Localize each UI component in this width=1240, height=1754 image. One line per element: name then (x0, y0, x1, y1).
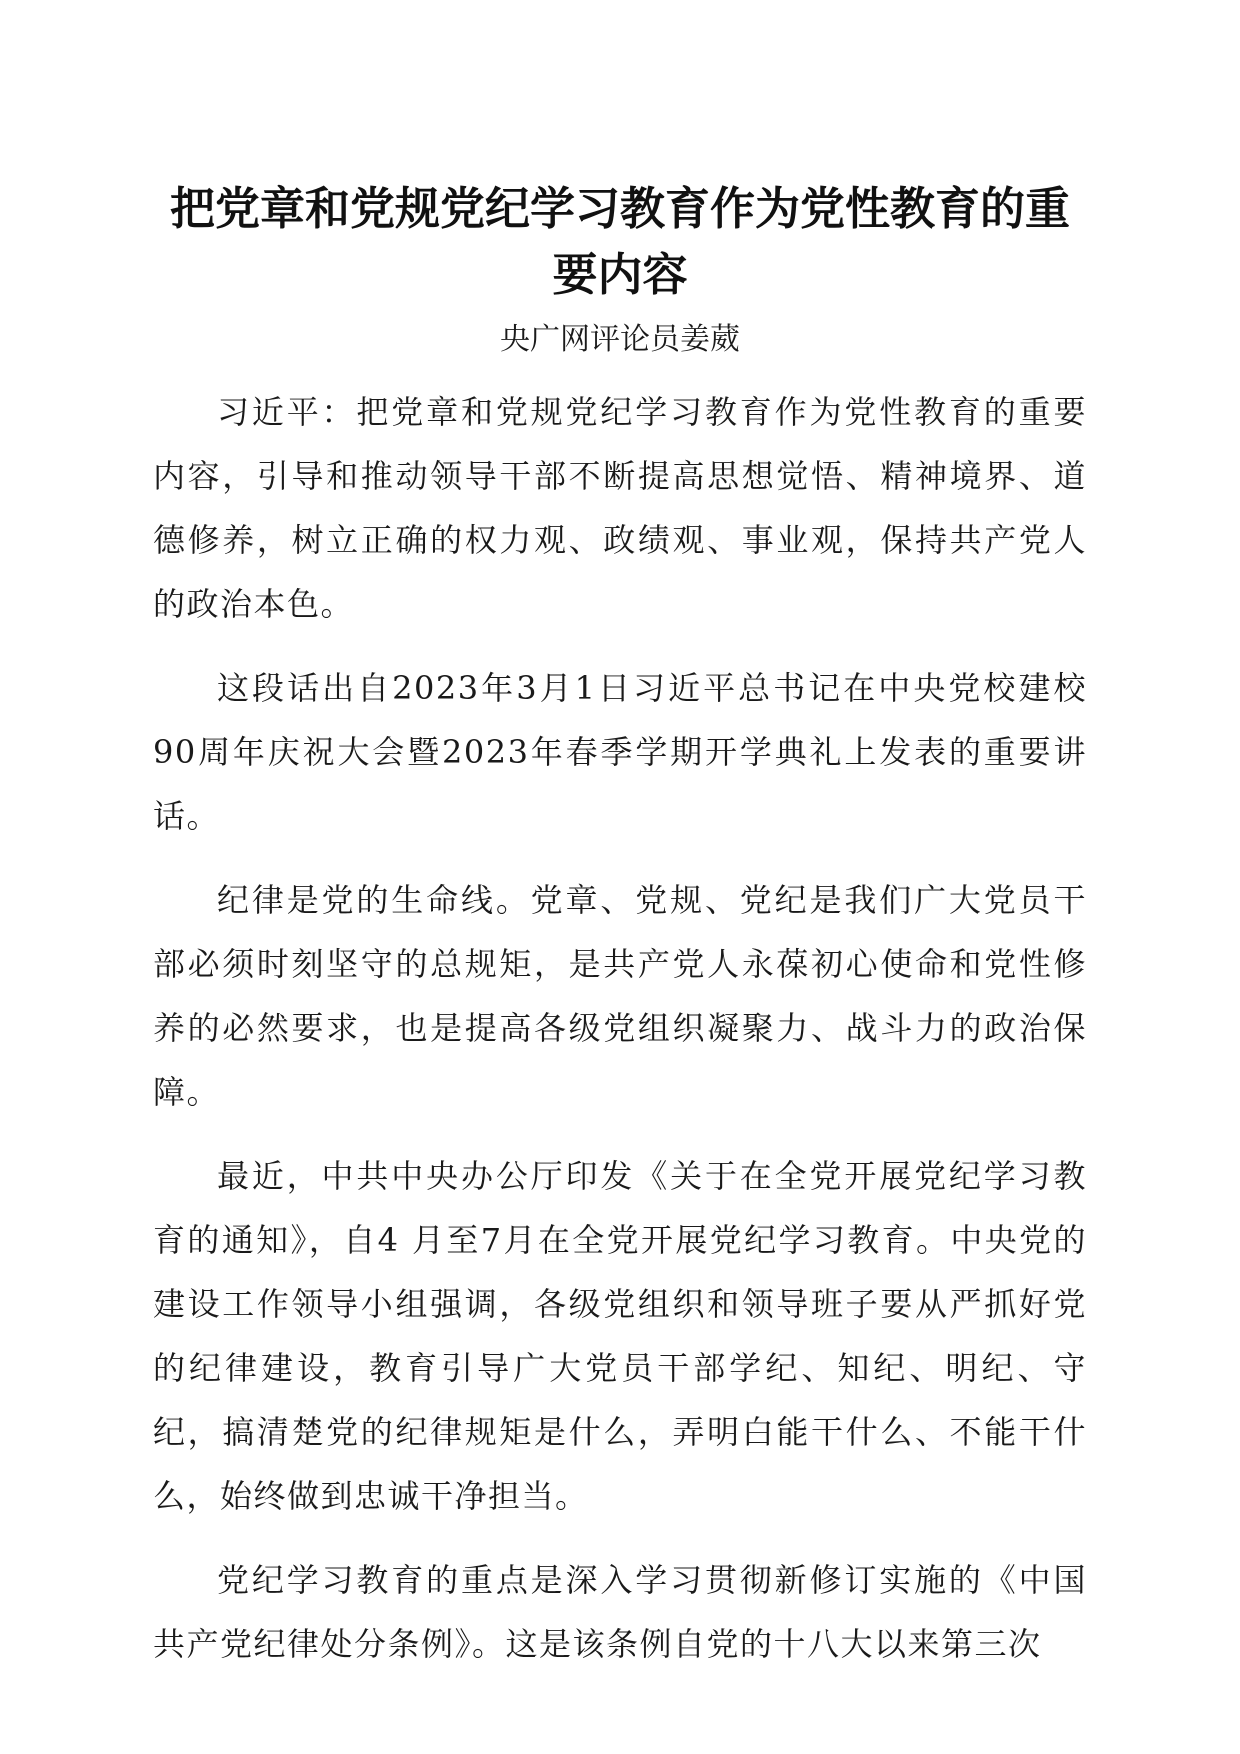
paragraph-4: 最近，中共中央办公厅印发《关于在全党开展党纪学习教育的通知》，自4 月至7月在全党开展党纪学习教育。中央党的建设工作领导小组强调，各级党组织和领导班子要从严抓好党的纪律建设，教育引导广大党员干部学纪、知纪、明纪、守纪，搞清楚党的纪律规矩是什么，弄明白能干什么、不能干什么，始终做到忠诚干净担当。 (153, 1157, 1087, 1515)
paragraph-2: 这段话出自2023年3月1日习近平总书记在中央党校建校90周年庆祝大会暨2023年春季学期开学典礼上发表的重要讲话。 (153, 669, 1087, 835)
article-title: 把党章和党规党纪学习教育作为党性教育的重要内容 (169, 182, 1070, 301)
paragraph-5: 党纪学习教育的重点是深入学习贯彻新修订实施的《中国共产党纪律处分条例》。这是该条例自党的十八大以来第三次 (153, 1561, 1087, 1663)
author-byline: 央广网评论员姜葳 (500, 322, 740, 357)
paragraph-3: 纪律是党的生命线。党章、党规、党纪是我们广大党员干部必须时刻坚守的总规矩，是共产党人永葆初心使命和党性修养的必然要求，也是提高各级党组织凝聚力、战斗力的政治保障。 (153, 881, 1087, 1111)
paragraph-1: 习近平：把党章和党规党纪学习教育作为党性教育的重要内容，引导和推动领导干部不断提高思想觉悟、精神境界、道德修养，树立正确的权力观、政绩观、事业观，保持共产党人的政治本色。 (153, 393, 1087, 623)
article-body (153, 380, 1087, 1696)
